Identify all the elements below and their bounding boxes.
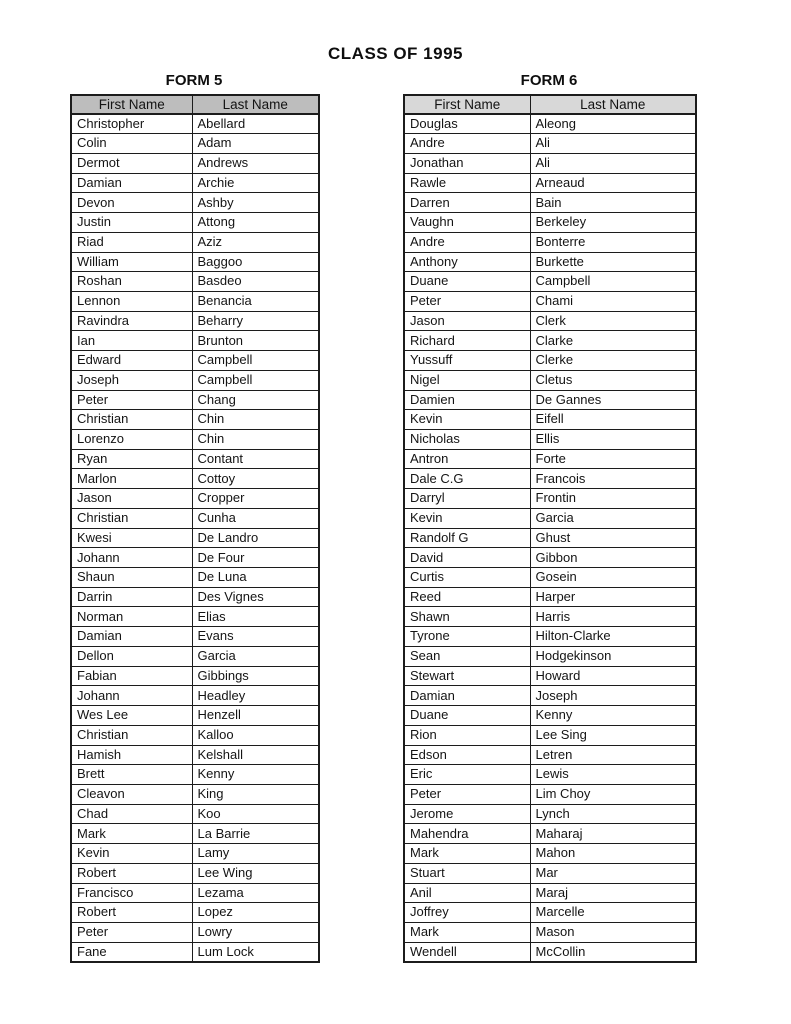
table-row <box>404 272 696 292</box>
table-cell: Evans <box>192 627 319 647</box>
table-row <box>71 725 319 745</box>
table-cell: Mahon <box>530 844 696 864</box>
table-cell: Baggoo <box>192 252 319 272</box>
table-row <box>404 410 696 430</box>
table-cell: Francisco <box>71 883 192 903</box>
table-row <box>71 173 319 193</box>
table-cell: Ali <box>530 134 696 154</box>
table-row <box>404 232 696 252</box>
table-row <box>71 804 319 824</box>
table-cell: Kwesi <box>71 528 192 548</box>
table-cell: Lee Sing <box>530 725 696 745</box>
form5-title: FORM 5 <box>165 72 223 89</box>
table-row <box>404 548 696 568</box>
table-cell: Ian <box>71 331 192 351</box>
table-cell: Ellis <box>530 430 696 450</box>
table-row <box>404 311 696 331</box>
table-cell: Joseph <box>530 686 696 706</box>
form5-table <box>70 94 320 963</box>
form5-last-name-header: Last Name <box>192 95 319 114</box>
table-row <box>404 252 696 272</box>
table-row <box>404 508 696 528</box>
table-cell: Lim Choy <box>530 784 696 804</box>
table-cell: Lum Lock <box>192 942 319 962</box>
table-row <box>404 745 696 765</box>
form6-header-row <box>404 95 696 114</box>
table-cell: Antron <box>404 449 530 469</box>
table-cell: Letren <box>530 745 696 765</box>
table-cell: Duane <box>404 272 530 292</box>
table-row <box>404 607 696 627</box>
table-row <box>71 153 319 173</box>
table-cell: Brunton <box>192 331 319 351</box>
table-row <box>71 587 319 607</box>
table-cell: Kevin <box>404 410 530 430</box>
table-cell: Curtis <box>404 568 530 588</box>
table-cell: Peter <box>71 390 192 410</box>
table-row <box>404 568 696 588</box>
table-row <box>71 528 319 548</box>
table-cell: King <box>192 784 319 804</box>
table-row <box>71 765 319 785</box>
table-row <box>71 824 319 844</box>
table-cell: Duane <box>404 706 530 726</box>
table-row <box>404 331 696 351</box>
table-row <box>404 351 696 371</box>
table-cell: Mark <box>404 844 530 864</box>
table-cell: Mason <box>530 922 696 942</box>
table-row <box>71 548 319 568</box>
table-row <box>404 686 696 706</box>
table-row <box>404 666 696 686</box>
table-cell: Wendell <box>404 942 530 962</box>
table-row <box>71 784 319 804</box>
table-row <box>71 311 319 331</box>
table-cell: Campbell <box>530 272 696 292</box>
table-cell: Riad <box>71 232 192 252</box>
table-cell: Lamy <box>192 844 319 864</box>
table-row <box>404 587 696 607</box>
table-cell: Shaun <box>71 568 192 588</box>
table-cell: Justin <box>71 213 192 233</box>
table-cell: Tyrone <box>404 627 530 647</box>
table-row <box>404 804 696 824</box>
table-cell: Cleavon <box>71 784 192 804</box>
table-cell: Cottoy <box>192 469 319 489</box>
table-cell: De Luna <box>192 568 319 588</box>
table-row <box>71 745 319 765</box>
table-row <box>71 291 319 311</box>
table-cell: Archie <box>192 173 319 193</box>
table-cell: Campbell <box>192 351 319 371</box>
table-cell: Jason <box>404 311 530 331</box>
table-cell: Damian <box>71 627 192 647</box>
table-row <box>404 134 696 154</box>
table-cell: Garcia <box>530 508 696 528</box>
table-cell: Cropper <box>192 489 319 509</box>
table-cell: De Gannes <box>530 390 696 410</box>
table-row <box>404 725 696 745</box>
table-cell: Henzell <box>192 706 319 726</box>
table-cell: Brett <box>71 765 192 785</box>
table-row <box>71 410 319 430</box>
table-cell: Hamish <box>71 745 192 765</box>
table-cell: Robert <box>71 903 192 923</box>
table-row <box>71 607 319 627</box>
table-row <box>71 883 319 903</box>
table-row <box>404 627 696 647</box>
table-row <box>71 646 319 666</box>
table-row <box>71 134 319 154</box>
table-cell: Anthony <box>404 252 530 272</box>
table-cell: Christian <box>71 725 192 745</box>
table-cell: De Four <box>192 548 319 568</box>
table-cell: Benancia <box>192 291 319 311</box>
table-cell: Eifell <box>530 410 696 430</box>
table-cell: Marlon <box>71 469 192 489</box>
table-cell: Darren <box>404 193 530 213</box>
table-cell: Shawn <box>404 607 530 627</box>
table-cell: Clerke <box>530 351 696 371</box>
table-cell: Fane <box>71 942 192 962</box>
table-cell: Gibbings <box>192 666 319 686</box>
form5-section <box>70 72 318 963</box>
table-cell: Dermot <box>71 153 192 173</box>
table-cell: Christian <box>71 508 192 528</box>
table-cell: Jason <box>71 489 192 509</box>
table-cell: Clarke <box>530 331 696 351</box>
table-cell: Howard <box>530 666 696 686</box>
table-row <box>71 351 319 371</box>
table-row <box>404 193 696 213</box>
table-cell: Berkeley <box>530 213 696 233</box>
table-cell: Des Vignes <box>192 587 319 607</box>
table-cell: Randolf G <box>404 528 530 548</box>
table-cell: Kevin <box>404 508 530 528</box>
table-cell: Eric <box>404 765 530 785</box>
table-cell: Damian <box>404 686 530 706</box>
table-row <box>404 646 696 666</box>
table-cell: Christopher <box>71 114 192 134</box>
table-row <box>404 706 696 726</box>
table-cell: Aziz <box>192 232 319 252</box>
table-cell: Garcia <box>192 646 319 666</box>
table-cell: Hilton-Clarke <box>530 627 696 647</box>
table-row <box>71 666 319 686</box>
table-cell: Lynch <box>530 804 696 824</box>
table-cell: Rawle <box>404 173 530 193</box>
table-cell: Mark <box>71 824 192 844</box>
table-cell: Norman <box>71 607 192 627</box>
table-cell: Mar <box>530 863 696 883</box>
table-cell: Koo <box>192 804 319 824</box>
table-row <box>404 430 696 450</box>
table-cell: Cletus <box>530 370 696 390</box>
table-row <box>71 193 319 213</box>
table-cell: William <box>71 252 192 272</box>
form6-first-name-header: First Name <box>404 95 530 114</box>
table-cell: Andre <box>404 232 530 252</box>
table-cell: Ravindra <box>71 311 192 331</box>
table-cell: McCollin <box>530 942 696 962</box>
table-cell: Peter <box>404 784 530 804</box>
table-row <box>404 469 696 489</box>
table-cell: Kelshall <box>192 745 319 765</box>
table-cell: Forte <box>530 449 696 469</box>
table-cell: Mahendra <box>404 824 530 844</box>
table-cell: Kenny <box>530 706 696 726</box>
table-cell: Christian <box>71 410 192 430</box>
table-cell: Lennon <box>71 291 192 311</box>
table-row <box>404 449 696 469</box>
table-row <box>71 390 319 410</box>
table-cell: Chami <box>530 291 696 311</box>
table-cell: Peter <box>404 291 530 311</box>
table-cell: Rion <box>404 725 530 745</box>
table-cell: Stewart <box>404 666 530 686</box>
table-cell: Joffrey <box>404 903 530 923</box>
table-row <box>71 844 319 864</box>
table-cell: Chang <box>192 390 319 410</box>
table-cell: Chin <box>192 410 319 430</box>
table-cell: Maharaj <box>530 824 696 844</box>
table-cell: Lowry <box>192 922 319 942</box>
table-row <box>71 508 319 528</box>
table-cell: Fabian <box>71 666 192 686</box>
table-cell: David <box>404 548 530 568</box>
table-row <box>404 114 696 134</box>
form6-last-name-header: Last Name <box>530 95 696 114</box>
table-cell: Lezama <box>192 883 319 903</box>
table-row <box>404 824 696 844</box>
table-row <box>71 863 319 883</box>
table-cell: Elias <box>192 607 319 627</box>
table-row <box>71 370 319 390</box>
table-cell: Johann <box>71 548 192 568</box>
table-row <box>71 706 319 726</box>
table-cell: Harper <box>530 587 696 607</box>
table-row <box>404 173 696 193</box>
table-row <box>404 489 696 509</box>
table-row <box>71 686 319 706</box>
table-cell: Andre <box>404 134 530 154</box>
table-cell: Hodgekinson <box>530 646 696 666</box>
table-cell: Lewis <box>530 765 696 785</box>
table-cell: Abellard <box>192 114 319 134</box>
table-cell: Nicholas <box>404 430 530 450</box>
table-row <box>71 252 319 272</box>
table-cell: Edson <box>404 745 530 765</box>
table-cell: Roshan <box>71 272 192 292</box>
table-cell: Clerk <box>530 311 696 331</box>
table-cell: Dale C.G <box>404 469 530 489</box>
table-cell: Marcelle <box>530 903 696 923</box>
table-cell: Campbell <box>192 370 319 390</box>
table-cell: Harris <box>530 607 696 627</box>
table-row <box>404 844 696 864</box>
table-cell: Ali <box>530 153 696 173</box>
table-cell: Chin <box>192 430 319 450</box>
table-row <box>404 765 696 785</box>
table-cell: Arneaud <box>530 173 696 193</box>
table-cell: Dellon <box>71 646 192 666</box>
table-row <box>71 114 319 134</box>
form6-title: FORM 6 <box>520 72 578 89</box>
table-row <box>71 942 319 962</box>
table-row <box>404 863 696 883</box>
form5-header-row <box>71 95 319 114</box>
table-cell: Francois <box>530 469 696 489</box>
table-cell: Darrin <box>71 587 192 607</box>
table-cell: Gibbon <box>530 548 696 568</box>
form6-table <box>403 94 697 963</box>
table-cell: Bain <box>530 193 696 213</box>
table-cell: Lopez <box>192 903 319 923</box>
table-cell: Wes Lee <box>71 706 192 726</box>
table-row <box>71 489 319 509</box>
table-cell: Anil <box>404 883 530 903</box>
table-row <box>404 370 696 390</box>
table-cell: Mark <box>404 922 530 942</box>
form5-first-name-header: First Name <box>71 95 192 114</box>
table-row <box>404 213 696 233</box>
table-cell: Colin <box>71 134 192 154</box>
table-row <box>404 903 696 923</box>
table-cell: Jonathan <box>404 153 530 173</box>
table-row <box>404 942 696 962</box>
table-row <box>71 922 319 942</box>
table-cell: Jerome <box>404 804 530 824</box>
table-row <box>404 784 696 804</box>
table-row <box>404 291 696 311</box>
table-cell: Contant <box>192 449 319 469</box>
table-row <box>71 449 319 469</box>
table-cell: La Barrie <box>192 824 319 844</box>
table-cell: Aleong <box>530 114 696 134</box>
table-row <box>71 627 319 647</box>
table-cell: Bonterre <box>530 232 696 252</box>
table-row <box>404 528 696 548</box>
table-cell: Damian <box>71 173 192 193</box>
table-row <box>404 390 696 410</box>
table-cell: Lorenzo <box>71 430 192 450</box>
table-row <box>71 232 319 252</box>
table-row <box>71 430 319 450</box>
table-cell: Kevin <box>71 844 192 864</box>
table-row <box>404 922 696 942</box>
form6-table-body <box>404 114 696 962</box>
table-cell: Cunha <box>192 508 319 528</box>
form6-section <box>403 72 695 963</box>
table-cell: Kalloo <box>192 725 319 745</box>
table-row <box>71 272 319 292</box>
table-cell: Peter <box>71 922 192 942</box>
table-cell: Ryan <box>71 449 192 469</box>
table-row <box>404 883 696 903</box>
table-cell: Vaughn <box>404 213 530 233</box>
table-cell: Nigel <box>404 370 530 390</box>
table-cell: Robert <box>71 863 192 883</box>
table-cell: De Landro <box>192 528 319 548</box>
table-cell: Basdeo <box>192 272 319 292</box>
table-cell: Andrews <box>192 153 319 173</box>
table-cell: Chad <box>71 804 192 824</box>
table-row <box>71 213 319 233</box>
table-cell: Gosein <box>530 568 696 588</box>
table-cell: Burkette <box>530 252 696 272</box>
form5-table-body <box>71 114 319 962</box>
table-cell: Frontin <box>530 489 696 509</box>
table-cell: Ashby <box>192 193 319 213</box>
table-cell: Douglas <box>404 114 530 134</box>
table-row <box>71 331 319 351</box>
table-cell: Attong <box>192 213 319 233</box>
table-cell: Kenny <box>192 765 319 785</box>
table-cell: Richard <box>404 331 530 351</box>
table-cell: Joseph <box>71 370 192 390</box>
table-cell: Stuart <box>404 863 530 883</box>
table-cell: Johann <box>71 686 192 706</box>
table-cell: Darryl <box>404 489 530 509</box>
table-cell: Beharry <box>192 311 319 331</box>
table-row <box>71 568 319 588</box>
table-row <box>71 903 319 923</box>
table-cell: Reed <box>404 587 530 607</box>
table-row <box>404 153 696 173</box>
table-cell: Damien <box>404 390 530 410</box>
table-cell: Headley <box>192 686 319 706</box>
table-cell: Ghust <box>530 528 696 548</box>
table-row <box>71 469 319 489</box>
table-cell: Sean <box>404 646 530 666</box>
table-cell: Devon <box>71 193 192 213</box>
table-cell: Edward <box>71 351 192 371</box>
table-cell: Lee Wing <box>192 863 319 883</box>
table-cell: Adam <box>192 134 319 154</box>
table-cell: Yussuff <box>404 351 530 371</box>
page-title: CLASS OF 1995 <box>328 44 463 63</box>
table-cell: Maraj <box>530 883 696 903</box>
